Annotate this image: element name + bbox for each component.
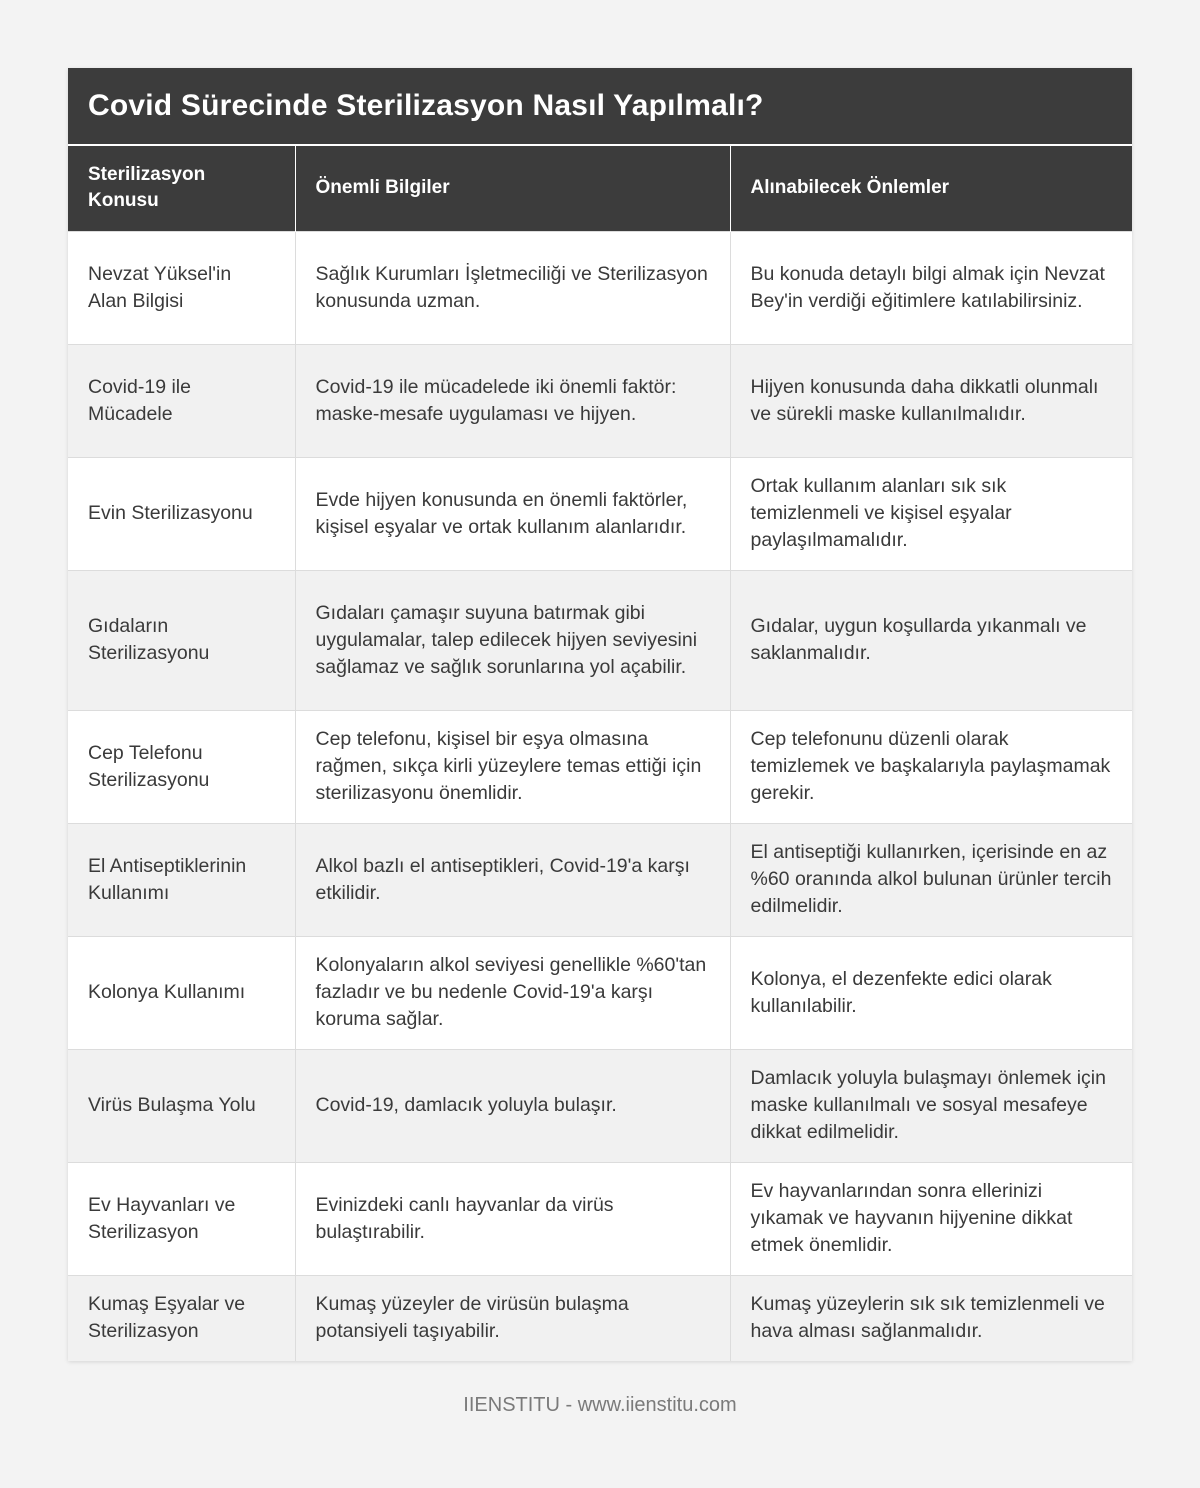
cell-topic: Kolonya Kullanımı bbox=[68, 936, 295, 1049]
table-row bbox=[68, 231, 1132, 344]
cell-topic: Gıdaların Sterilizasyonu bbox=[68, 570, 295, 710]
cell-measure: Kumaş yüzeylerin sık sık temizlenmeli ve hava alması sağlanmalıdır. bbox=[730, 1275, 1132, 1361]
footer-credit: IIENSTITU - www.iienstitu.com bbox=[463, 1394, 737, 1416]
cell-topic: Evin Sterilizasyonu bbox=[68, 457, 295, 570]
cell-info: Kolonyaların alkol seviyesi genellikle %60'tan fazladır ve bu nedenle Covid-19'a karşı koruma sağlar. bbox=[295, 936, 730, 1049]
cell-measure: Hijyen konusunda daha dikkatli olunmalı ve sürekli maske kullanılmalıdır. bbox=[730, 344, 1132, 457]
title-bar bbox=[68, 68, 1132, 144]
column-header-topic: Sterilizasyon Konusu bbox=[68, 145, 295, 231]
table-row bbox=[68, 1162, 1132, 1275]
cell-info: Kumaş yüzeyler de virüsün bulaşma potansiyeli taşıyabilir. bbox=[295, 1275, 730, 1361]
table-row bbox=[68, 823, 1132, 936]
sterilization-table bbox=[68, 144, 1132, 1361]
cell-topic: Kumaş Eşyalar ve Sterilizasyon bbox=[68, 1275, 295, 1361]
cell-measure: El antiseptiği kullanırken, içerisinde en az %60 oranında alkol bulunan ürünler tercih edilmelidir. bbox=[730, 823, 1132, 936]
table-row bbox=[68, 710, 1132, 823]
cell-measure: Bu konuda detaylı bilgi almak için Nevzat Bey'in verdiği eğitimlere katılabilirsiniz. bbox=[730, 231, 1132, 344]
cell-topic: Virüs Bulaşma Yolu bbox=[68, 1049, 295, 1162]
table-row bbox=[68, 457, 1132, 570]
cell-measure: Kolonya, el dezenfekte edici olarak kullanılabilir. bbox=[730, 936, 1132, 1049]
cell-topic: Covid-19 ile Mücadele bbox=[68, 344, 295, 457]
table-row bbox=[68, 936, 1132, 1049]
column-header-info: Önemli Bilgiler bbox=[295, 145, 730, 231]
cell-info: Sağlık Kurumları İşletmeciliği ve Sterilizasyon konusunda uzman. bbox=[295, 231, 730, 344]
cell-measure: Ortak kullanım alanları sık sık temizlenmeli ve kişisel eşyalar paylaşılmamalıdır. bbox=[730, 457, 1132, 570]
cell-measure: Cep telefonunu düzenli olarak temizlemek ve başkalarıyla paylaşmamak gerekir. bbox=[730, 710, 1132, 823]
cell-topic: Cep Telefonu Sterilizasyonu bbox=[68, 710, 295, 823]
table-row bbox=[68, 570, 1132, 710]
cell-info: Evde hijyen konusunda en önemli faktörler, kişisel eşyalar ve ortak kullanım alanlarıdır. bbox=[295, 457, 730, 570]
cell-info: Gıdaları çamaşır suyuna batırmak gibi uygulamalar, talep edilecek hijyen seviyesini sağlamaz ve sağlık sorunlarına yol açabilir. bbox=[295, 570, 730, 710]
page-title: Covid Sürecinde Sterilizasyon Nasıl Yapılmalı? bbox=[88, 89, 764, 122]
cell-topic: Ev Hayvanları ve Sterilizasyon bbox=[68, 1162, 295, 1275]
cell-measure: Ev hayvanlarından sonra ellerinizi yıkamak ve hayvanın hijyenine dikkat etmek önemlidir. bbox=[730, 1162, 1132, 1275]
cell-measure: Gıdalar, uygun koşullarda yıkanmalı ve saklanmalıdır. bbox=[730, 570, 1132, 710]
table-card bbox=[68, 68, 1132, 1361]
cell-info: Alkol bazlı el antiseptikleri, Covid-19'a karşı etkilidir. bbox=[295, 823, 730, 936]
table-row bbox=[68, 1049, 1132, 1162]
cell-measure: Damlacık yoluyla bulaşmayı önlemek için maske kullanılmalı ve sosyal mesafeye dikkat edilmelidir. bbox=[730, 1049, 1132, 1162]
table-row bbox=[68, 1275, 1132, 1361]
table-row bbox=[68, 344, 1132, 457]
cell-info: Cep telefonu, kişisel bir eşya olmasına rağmen, sıkça kirli yüzeylere temas ettiği için sterilizasyonu önemlidir. bbox=[295, 710, 730, 823]
cell-info: Covid-19 ile mücadelede iki önemli faktör: maske-mesafe uygulaması ve hijyen. bbox=[295, 344, 730, 457]
cell-info: Evinizdeki canlı hayvanlar da virüs bulaştırabilir. bbox=[295, 1162, 730, 1275]
cell-topic: Nevzat Yüksel'in Alan Bilgisi bbox=[68, 231, 295, 344]
cell-topic: El Antiseptiklerinin Kullanımı bbox=[68, 823, 295, 936]
cell-info: Covid-19, damlacık yoluyla bulaşır. bbox=[295, 1049, 730, 1162]
column-header-measures: Alınabilecek Önlemler bbox=[730, 145, 1132, 231]
header-row bbox=[68, 145, 1132, 231]
